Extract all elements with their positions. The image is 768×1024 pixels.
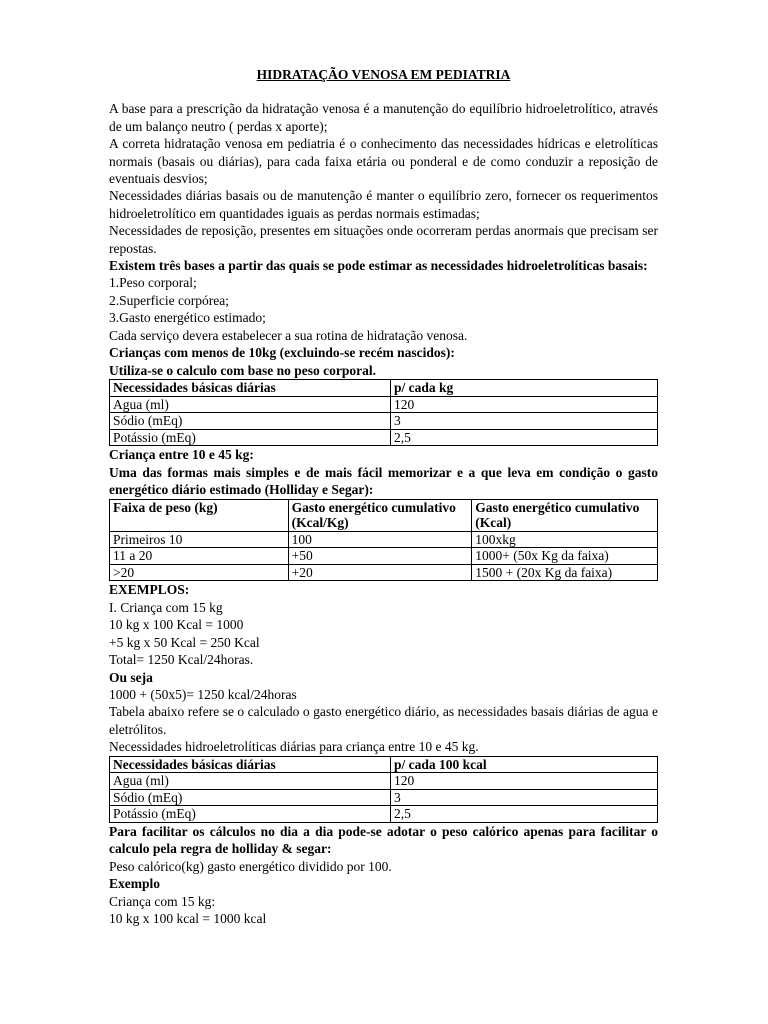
table-cell: 2,5 — [391, 806, 658, 823]
table-header-cell: Gasto energético cumulativo (Kcal) — [472, 499, 658, 531]
table-header-row — [110, 499, 658, 531]
table-cell: 3 — [391, 789, 658, 806]
table-row — [110, 548, 658, 565]
table-cell: +20 — [288, 564, 472, 581]
table-per-100kcal — [109, 756, 658, 823]
table-cell: 1500 + (20x Kg da faixa) — [472, 564, 658, 581]
intro-paragraph-1: A base para a prescrição da hidratação venosa é a manutenção do equilíbrio hidroeletrolítico, através de um balanço neutro ( perdas x aporte); — [109, 101, 658, 134]
intro-paragraph-4: Necessidades de reposição, presentes em situações onde ocorreram perdas anormais que precisam ser repostas. — [109, 223, 658, 256]
example-line: 10 kg x 100 kcal = 1000 kcal — [109, 910, 267, 926]
table-row — [110, 413, 658, 430]
example-line: I. Criança com 15 kg — [109, 599, 223, 615]
example-line: Criança com 15 kg: — [109, 893, 216, 909]
bases-heading: Existem três bases a partir das quais se pode estimar as necessidades hidroeletrolíticas basais: — [109, 258, 648, 274]
example-formula: 1000 + (50x5)= 1250 kcal/24horas — [109, 686, 297, 702]
table-row — [110, 789, 658, 806]
table-cell: 1000+ (50x Kg da faixa) — [472, 548, 658, 565]
under10-heading: Crianças com menos de 10kg (excluindo-se recém nascidos): — [109, 345, 455, 361]
intro-paragraph-3: Necessidades diárias basais ou de manutenção é manter o equilíbrio zero, fornecer os requerimentos hidroeletrolítico em quantidades iguais as perdas normais estimadas; — [109, 188, 658, 221]
table-header-cell: p/ cada 100 kcal — [391, 756, 658, 773]
table-header-row — [110, 379, 658, 396]
ou-seja-heading: Ou seja — [109, 669, 153, 685]
table-row — [110, 531, 658, 548]
table-cell: Primeiros 10 — [110, 531, 289, 548]
table-header-cell: Necessidades básicas diárias — [110, 379, 391, 396]
example-line: Total= 1250 Kcal/24horas. — [109, 652, 254, 668]
table-row — [110, 773, 658, 790]
table-cell: 100 — [288, 531, 472, 548]
example-heading: Exemplo — [109, 876, 161, 892]
base-item: 3.Gasto energético estimado; — [109, 310, 266, 326]
table-cell: Agua (ml) — [110, 773, 391, 790]
table-cell: 100xkg — [472, 531, 658, 548]
example-line: 10 kg x 100 Kcal = 1000 — [109, 617, 244, 633]
table-header-cell: Necessidades básicas diárias — [110, 756, 391, 773]
table-cell: 120 — [391, 396, 658, 413]
facilitate-heading: Para facilitar os cálculos no dia a dia pode-se adotar o peso calórico apenas para facilitar o calculo pela regra de holliday & segar: — [109, 823, 658, 857]
intro-paragraph-2: A correta hidratação venosa em pediatria é o conhecimento das necessidades hídricas e eletrolíticas normais (basais ou diárias), para cada faixa etária ou ponderal e de como conduzir a reposição de eventuais desvios; — [109, 136, 658, 187]
table-cell: 11 a 20 — [110, 548, 289, 565]
table-cell: +50 — [288, 548, 472, 565]
table-row — [110, 429, 658, 446]
between-heading: Criança entre 10 e 45 kg: — [109, 447, 254, 463]
table-row — [110, 564, 658, 581]
table-cell: 120 — [391, 773, 658, 790]
examples-heading: EXEMPLOS: — [109, 582, 190, 598]
example-line: +5 kg x 50 Kcal = 250 Kcal — [109, 634, 260, 650]
service-note: Cada serviço devera estabelecer a sua rotina de hidratação venosa. — [109, 327, 468, 343]
table-cell: Agua (ml) — [110, 396, 391, 413]
table-header-cell: p/ cada kg — [391, 379, 658, 396]
table-caption: Necessidades hidroeletrolíticas diárias para criança entre 10 e 45 kg. — [109, 739, 479, 755]
base-item: 2.Superficie corpórea; — [109, 292, 229, 308]
table-holliday-segar — [109, 499, 658, 582]
table-cell: >20 — [110, 564, 289, 581]
table-header-cell: Gasto energético cumulativo (Kcal/Kg) — [288, 499, 472, 531]
facilitate-text: Peso calórico(kg) gasto energético dividido por 100. — [109, 858, 392, 874]
table-row — [110, 396, 658, 413]
examples-note: Tabela abaixo refere se o calculado o gasto energético diário, as necessidades basais diárias de agua e eletrólitos. — [109, 704, 658, 737]
document-title: HIDRATAÇÃO VENOSA EM PEDIATRIA — [256, 67, 511, 82]
table-header-cell: Faixa de peso (kg) — [110, 499, 289, 531]
table-cell: Sódio (mEq) — [110, 413, 391, 430]
table-cell: 3 — [391, 413, 658, 430]
table-cell: Potássio (mEq) — [110, 806, 391, 823]
table-cell: 2,5 — [391, 429, 658, 446]
table-header-row — [110, 756, 658, 773]
table-cell: Potássio (mEq) — [110, 429, 391, 446]
table-row — [110, 806, 658, 823]
table-cell: Sódio (mEq) — [110, 789, 391, 806]
table-under10 — [109, 379, 658, 446]
base-item: 1.Peso corporal; — [109, 275, 197, 291]
under10-subheading: Utiliza-se o calculo com base no peso corporal. — [109, 362, 376, 378]
between-subheading: Uma das formas mais simples e de mais fácil memorizar e a que leva em condição o gasto energético diário estimado (Holliday e Segar): — [109, 464, 658, 498]
